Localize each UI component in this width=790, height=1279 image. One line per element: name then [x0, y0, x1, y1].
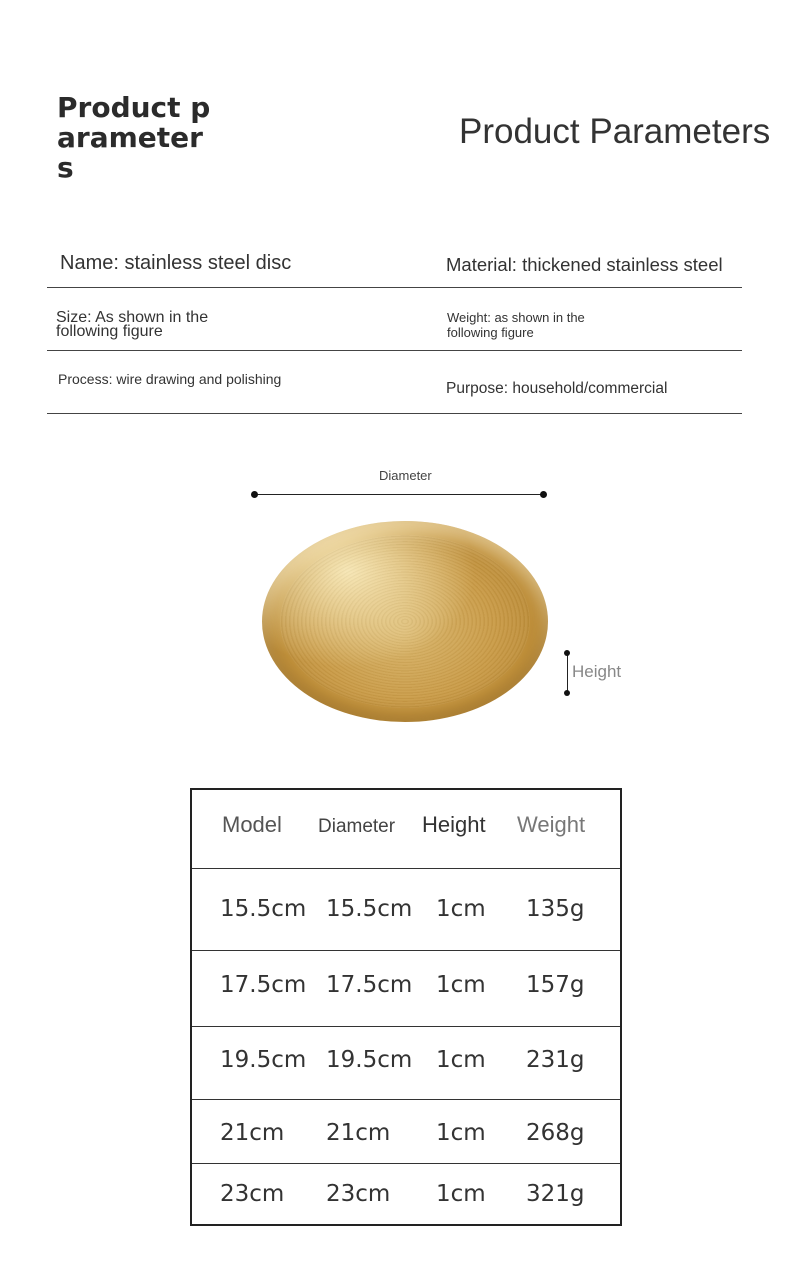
table-divider: [192, 950, 620, 951]
page-title: Product Parameters: [459, 112, 771, 151]
height-endpoint-top: [564, 650, 570, 656]
table-cell: 23cm: [326, 1181, 391, 1207]
table-divider: [192, 1099, 620, 1100]
table-cell: 1cm: [436, 896, 486, 922]
table-cell: 19.5cm: [326, 1047, 413, 1073]
table-cell: 15.5cm: [220, 896, 307, 922]
table-cell: 1cm: [436, 972, 486, 998]
table-cell: 17.5cm: [326, 972, 413, 998]
table-cell: 15.5cm: [326, 896, 413, 922]
section-title: Product parameters: [57, 91, 211, 184]
table-cell: 321g: [526, 1181, 585, 1207]
table-divider: [192, 1026, 620, 1027]
table-cell: 1cm: [436, 1047, 486, 1073]
diameter-line: [254, 494, 543, 495]
diameter-endpoint-left: [251, 491, 258, 498]
table-cell: 231g: [526, 1047, 585, 1073]
height-line: [567, 653, 568, 693]
height-label: Height: [572, 662, 622, 681]
header-diameter: Diameter: [318, 816, 396, 837]
table-cell: 23cm: [220, 1181, 285, 1207]
table-cell: 1cm: [436, 1120, 486, 1146]
param-weight: Weight: as shown in the following figure: [447, 310, 585, 340]
size-table: [190, 788, 622, 1226]
param-size: Size: As shown in the following figure: [56, 309, 209, 340]
param-name: Name: stainless steel disc: [60, 252, 292, 274]
diameter-label: Diameter: [379, 468, 432, 483]
divider: [47, 287, 742, 288]
table-cell: 157g: [526, 972, 585, 998]
height-endpoint-bottom: [564, 690, 570, 696]
divider: [47, 413, 742, 414]
header-weight: Weight: [517, 812, 586, 837]
table-divider: [192, 1163, 620, 1164]
plate-brushed-texture: [280, 535, 530, 708]
table-cell: 19.5cm: [220, 1047, 307, 1073]
table-cell: 268g: [526, 1120, 585, 1146]
table-cell: 21cm: [326, 1120, 391, 1146]
diameter-endpoint-right: [540, 491, 547, 498]
divider: [47, 350, 742, 351]
table-cell: 1cm: [436, 1181, 486, 1207]
header-model: Model: [222, 812, 282, 837]
param-process: Process: wire drawing and polishing: [58, 371, 282, 387]
table-cell: 135g: [526, 896, 585, 922]
gold-plate-image: [262, 521, 548, 722]
param-purpose: Purpose: household/commercial: [446, 380, 668, 397]
header-height: Height: [422, 812, 486, 837]
param-material: Material: thickened stainless steel: [446, 254, 723, 275]
table-cell: 21cm: [220, 1120, 285, 1146]
table-cell: 17.5cm: [220, 972, 307, 998]
table-divider: [192, 868, 620, 869]
